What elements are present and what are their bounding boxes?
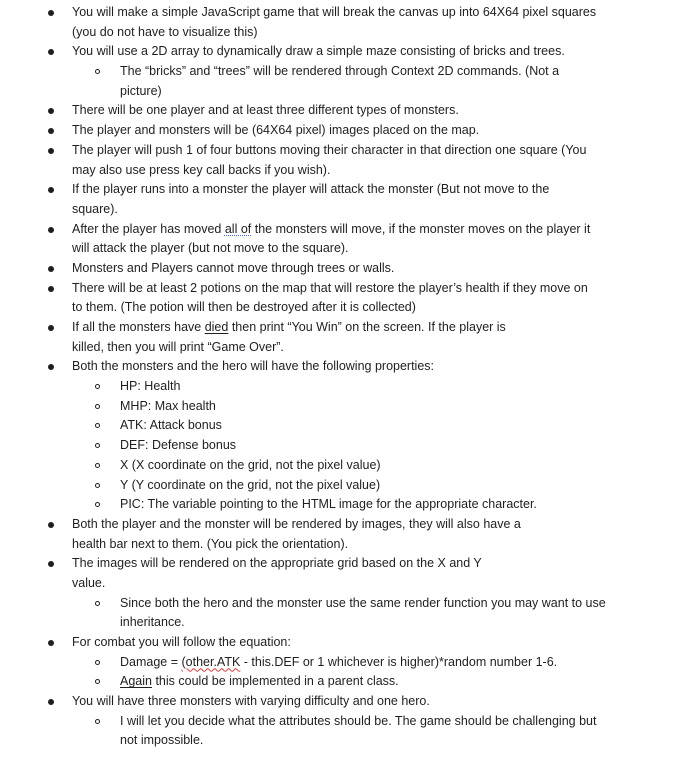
list-item <box>0 23 689 43</box>
bullet-dot-icon <box>48 128 54 134</box>
bullet-dot-icon <box>48 522 54 528</box>
list-item-text: Again this could be implemented in a parent class. <box>120 674 399 689</box>
list-item <box>0 3 689 23</box>
list-item-text: If the player runs into a monster the player will attack the monster (But not move to the <box>72 182 550 197</box>
bullet-circle-icon <box>95 463 100 468</box>
bullet-dot-icon <box>48 10 54 16</box>
list-item-text: The player will push 1 of four buttons moving their character in that direction one square (You <box>72 142 587 157</box>
bullet-circle-icon <box>95 660 100 665</box>
list-item-text: killed, then you will print “Game Over”. <box>72 339 284 354</box>
list-item-text: There will be one player and at least three different types of monsters. <box>72 103 459 118</box>
list-item-text: Since both the hero and the monster use the same render function you may want to use <box>120 595 606 610</box>
marked-word: died <box>204 320 229 334</box>
list-item <box>0 318 689 338</box>
sub-list-item <box>0 672 689 692</box>
sub-list-item <box>0 416 689 436</box>
list-item-text: Monsters and Players cannot move through trees or walls. <box>72 260 395 275</box>
list-item-text: inheritance. <box>120 615 185 630</box>
bullet-dot-icon <box>48 364 54 370</box>
list-item-text: I will let you decide what the attributes should be. The game should be challenging but <box>120 713 597 728</box>
list-item-text: health bar next to them. (You pick the orientation). <box>72 536 349 551</box>
bullet-dot-icon <box>48 148 54 154</box>
sub-list-item <box>0 594 689 614</box>
list-item <box>0 220 689 240</box>
list-item-text: value. <box>72 575 106 590</box>
list-item <box>0 200 689 220</box>
sub-list-item <box>0 712 689 732</box>
bullet-circle-icon <box>95 384 100 389</box>
list-item <box>0 161 689 181</box>
bullet-circle-icon <box>95 483 100 488</box>
list-item-text: may also use press key call backs if you wish). <box>72 162 331 177</box>
list-item-text: For combat you will follow the equation: <box>72 635 291 649</box>
list-item-text: You will make a simple JavaScript game that will break the canvas up into 64X64 pixel squares <box>72 5 597 19</box>
list-item-text: MHP: Max health <box>120 398 216 413</box>
bullet-dot-icon <box>48 187 54 193</box>
bullet-circle-icon <box>95 443 100 448</box>
list-item <box>0 338 689 358</box>
list-item-text: DEF: Defense bonus <box>120 438 237 453</box>
list-item <box>0 101 689 121</box>
list-item <box>0 121 689 141</box>
list-item-text: If all the monsters have died then print “You Win” on the screen. If the player is <box>72 320 506 334</box>
list-item <box>0 279 689 299</box>
sub-list-item <box>0 397 689 417</box>
list-item-text: Damage = (other.ATK - this.DEF or 1 whichever is higher)*random number 1-6. <box>120 654 558 669</box>
list-item <box>0 554 689 574</box>
list-item-text: After the player has moved all of the monsters will move, if the monster moves on the player it <box>72 221 591 236</box>
bullet-dot-icon <box>48 108 54 114</box>
sub-list-item <box>0 62 689 82</box>
list-item-text: The images will be rendered on the appropriate grid based on the X and Y <box>72 556 482 571</box>
list-item-text: ATK: Attack bonus <box>120 418 222 433</box>
bullet-dot-icon <box>48 699 54 705</box>
list-item <box>0 535 689 555</box>
list-item <box>0 42 689 62</box>
list-item-text: PIC: The variable pointing to the HTML image for the appropriate character. <box>120 497 537 512</box>
list-item <box>0 692 689 712</box>
list-item-text: (you do not have to visualize this) <box>72 24 258 39</box>
bullet-circle-icon <box>95 679 100 684</box>
list-item <box>0 259 689 279</box>
list-item <box>0 180 689 200</box>
list-item-text: You will use a 2D array to dynamically draw a simple maze consisting of bricks and trees. <box>72 44 565 59</box>
bullet-circle-icon <box>95 601 100 606</box>
sub-list-item <box>0 495 689 515</box>
bullet-circle-icon <box>95 719 100 724</box>
sub-list-item <box>0 653 689 673</box>
bullet-dot-icon <box>48 227 54 233</box>
bullet-dot-icon <box>48 286 54 292</box>
sub-list-item <box>0 731 689 751</box>
sub-list-item <box>0 436 689 456</box>
sub-list-item <box>0 613 689 633</box>
list-item <box>0 141 689 161</box>
list-item-text: not impossible. <box>120 733 204 748</box>
marked-word: Again <box>120 674 152 689</box>
list-item <box>0 515 689 535</box>
list-item-text: The “bricks” and “trees” will be rendered through Context 2D commands. (Not a <box>120 64 560 79</box>
list-item <box>0 357 689 377</box>
bullet-dot-icon <box>48 325 54 331</box>
marked-word: all of <box>224 221 252 236</box>
marked-word: (other.ATK <box>181 654 241 669</box>
list-item-text: You will have three monsters with varying difficulty and one hero. <box>72 694 430 709</box>
bullet-dot-icon <box>48 561 54 567</box>
bullet-dot-icon <box>48 266 54 272</box>
bulleted-document <box>0 3 689 751</box>
list-item <box>0 574 689 594</box>
bullet-dot-icon <box>48 49 54 55</box>
bullet-circle-icon <box>95 502 100 507</box>
list-item-text: HP: Health <box>120 379 181 394</box>
list-item-text: There will be at least 2 potions on the map that will restore the player’s health if they move on <box>72 280 588 295</box>
sub-list-item <box>0 377 689 397</box>
bullet-circle-icon <box>95 69 100 74</box>
list-item-text: square). <box>72 201 118 216</box>
list-item <box>0 633 689 653</box>
list-item <box>0 298 689 318</box>
bullet-dot-icon <box>48 640 54 646</box>
list-item-text: Both the player and the monster will be rendered by images, they will also have a <box>72 516 521 531</box>
sub-list-item <box>0 456 689 476</box>
sub-list-item <box>0 82 689 102</box>
list-item-text: Both the monsters and the hero will have the following properties: <box>72 359 435 374</box>
list-item-text: picture) <box>120 83 162 98</box>
bullet-circle-icon <box>95 423 100 428</box>
bullet-circle-icon <box>95 404 100 409</box>
list-item-text: will attack the player (but not move to the square). <box>72 241 349 256</box>
sub-list-item <box>0 476 689 496</box>
list-item-text: X (X coordinate on the grid, not the pixel value) <box>120 457 381 472</box>
list-item-text: The player and monsters will be (64X64 pixel) images placed on the map. <box>72 123 480 138</box>
list-item-text: Y (Y coordinate on the grid, not the pixel value) <box>120 477 381 492</box>
list-item <box>0 239 689 259</box>
list-item-text: to them. (The potion will then be destroyed after it is collected) <box>72 300 416 315</box>
